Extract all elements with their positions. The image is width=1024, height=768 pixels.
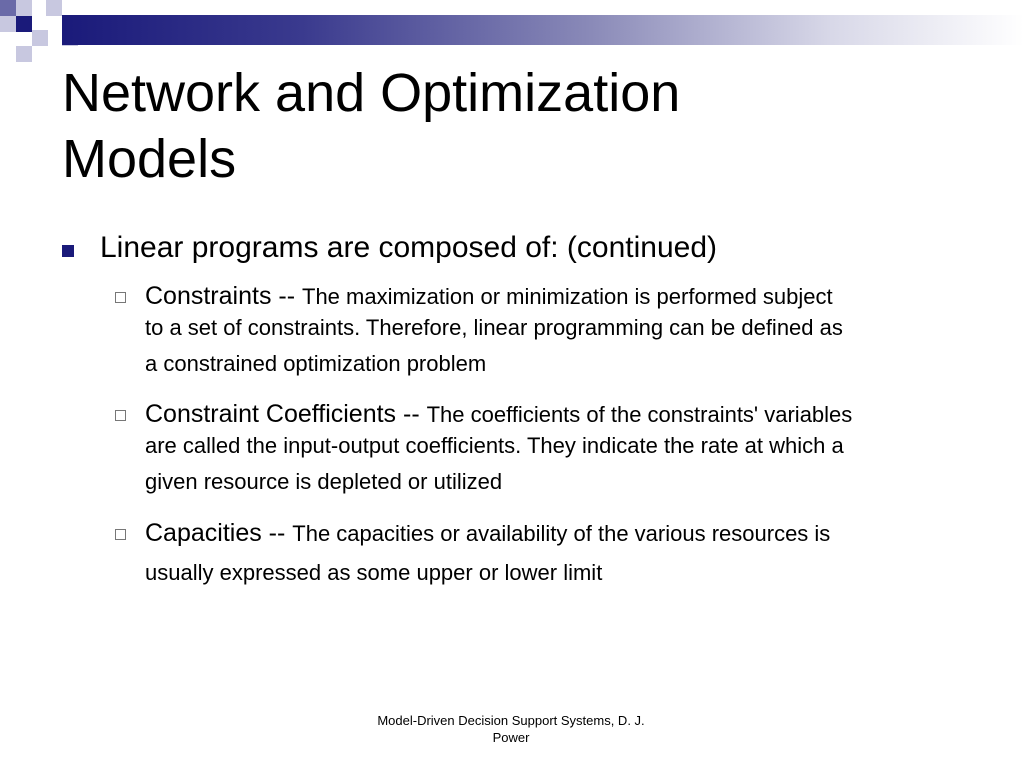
title-line-1: Network and Optimization <box>62 63 681 123</box>
subitem-text-line3: a constrained optimization problem <box>145 351 487 376</box>
square-bullet-icon <box>62 245 74 257</box>
subitem-term: Constraint Coefficients <box>145 400 397 428</box>
header-gradient-bar <box>62 15 1024 45</box>
subitem-text-line1: The maximization or minimization is performed subject <box>302 284 833 309</box>
footer-line-2: Power <box>492 730 530 745</box>
title-line-2: Models <box>62 129 237 189</box>
slide-footer <box>361 712 661 746</box>
subitem-text-line3: given resource is depleted or utilized <box>145 469 503 494</box>
footer-line-1: Model-Driven Decision Support Systems, D. J. <box>377 713 645 728</box>
subitem-term: Constraints <box>145 282 272 310</box>
main-bullet-text: Linear programs are composed of: (continued) <box>100 231 717 264</box>
slide-title <box>62 60 962 192</box>
subitem-text-line1: The capacities or availability of the various resources is <box>292 521 831 546</box>
subitem-text-line2: are called the input-output coefficients. They indicate the rate at which a <box>145 433 844 458</box>
hollow-square-bullet-icon <box>115 529 126 540</box>
subitem-text-line2: to a set of constraints. Therefore, linear programming can be defined as <box>145 315 843 340</box>
subitem-text-line2: usually expressed as some upper or lower limit <box>145 560 603 585</box>
hollow-square-bullet-icon <box>115 292 126 303</box>
subitem-separator: -- <box>271 282 302 310</box>
subitem-term: Capacities <box>145 519 262 547</box>
subitem-separator: -- <box>261 519 293 547</box>
subitem-separator: -- <box>396 400 427 428</box>
hollow-square-bullet-icon <box>115 410 126 421</box>
subitem-text-line1: The coefficients of the constraints' variables <box>426 402 853 427</box>
